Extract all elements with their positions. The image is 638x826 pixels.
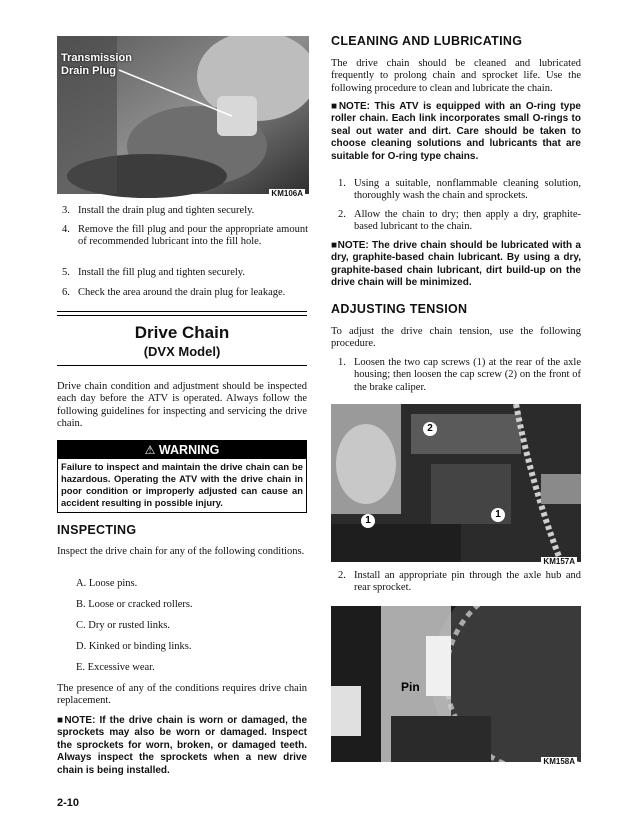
photo-label-line1: Transmission bbox=[61, 52, 132, 64]
transmission-drain-plug-photo bbox=[57, 36, 309, 200]
adjust-step-2: 2. Install an appropriate pin through the axle hub and rear sprocket. bbox=[338, 570, 581, 594]
warning-header bbox=[58, 441, 306, 459]
warning-icon: ⚠ bbox=[144, 443, 156, 457]
figure-code: KM158A bbox=[543, 757, 575, 766]
clean-step-1: 1. Using a suitable, nonflammable cleaning solution, thoroughly wash the chain and sprockets. bbox=[338, 178, 581, 202]
warning-text: Failure to inspect and maintain the drive chain can be hazardous. Operating the ATV with the drive chain in poor condition or improperly adjusted can cause an accident resulting in possible injury. bbox=[61, 461, 303, 509]
condition-b: B. Loose or cracked rollers. bbox=[76, 599, 193, 610]
section-rule-top bbox=[57, 311, 307, 316]
condition-e: E. Excessive wear. bbox=[76, 662, 155, 673]
photo-illustration bbox=[331, 404, 581, 562]
pin-label: Pin bbox=[401, 680, 420, 694]
axle-pin-photo bbox=[331, 606, 581, 768]
adjusting-heading: ADJUSTING TENSION bbox=[331, 302, 468, 316]
photo-illustration bbox=[331, 606, 581, 762]
lubricant-note: ■NOTE: The drive chain should be lubricated with a dry, graphite-based chain lubricant. By using a dry, graphite-based chain lubricant, dirt build-up on the drive chain will be minimized. bbox=[331, 240, 581, 289]
condition-c: C. Dry or rusted links. bbox=[76, 620, 170, 631]
callout-2: 2 bbox=[423, 422, 437, 436]
figure-code: KM106A bbox=[271, 189, 303, 198]
callout-1-left: 1 bbox=[361, 514, 375, 528]
step-4: 4. Remove the fill plug and pour the appropriate amount of recommended lubricant into the fill hole. bbox=[62, 224, 308, 248]
figure-code: KM157A bbox=[543, 557, 575, 566]
sprocket-note: ■NOTE: If the drive chain is worn or damaged, the sprockets may also be worn or damaged. Inspect the sprockets for worn, broken, or damaged teeth. Always inspect the sprockets when a new drive chain is being installed. bbox=[57, 715, 307, 776]
photo-label-line2: Drain Plug bbox=[61, 65, 117, 77]
step-6: 6. Check the area around the drain plug for leakage. bbox=[62, 287, 286, 298]
intro-paragraph: Drive chain condition and adjustment should be inspected each day before the ATV is operated. Always follow the following guidelines for inspecting and servicing the drive chain. bbox=[57, 381, 307, 430]
section-rule-bottom bbox=[57, 365, 307, 366]
section-subtitle: (DVX Model) bbox=[143, 344, 221, 359]
step-5: 5. Install the fill plug and tighten securely. bbox=[62, 267, 245, 278]
condition-a: A. Loose pins. bbox=[76, 578, 138, 589]
warning-title: WARNING bbox=[158, 443, 220, 457]
adjust-intro: To adjust the drive chain tension, use the following procedure. bbox=[331, 326, 581, 350]
inspect-intro: Inspect the drive chain for any of the following conditions. bbox=[57, 546, 305, 557]
presence-paragraph: The presence of any of the conditions requires drive chain replacement. bbox=[57, 683, 307, 707]
callout-1-right: 1 bbox=[491, 508, 505, 522]
inspecting-heading: INSPECTING bbox=[57, 523, 137, 537]
oring-note: ■NOTE: This ATV is equipped with an O-ring type roller chain. Each link incorporates small O-rings to seal out water and dirt. Care should be taken to choose cleaning solutions and lubricants that are suitable for O-ring type chains. bbox=[331, 101, 581, 162]
axle-housing-photo bbox=[331, 404, 581, 568]
section-title: Drive Chain bbox=[134, 323, 230, 342]
cleaning-heading: CLEANING AND LUBRICATING bbox=[331, 34, 523, 48]
page-number: 2-10 bbox=[57, 797, 80, 809]
warning-box bbox=[57, 440, 307, 513]
condition-d: D. Kinked or binding links. bbox=[76, 641, 192, 652]
adjust-step-1: 1. Loosen the two cap screws (1) at the rear of the axle housing; then loosen the cap screw (2) on the front of the brake caliper. bbox=[338, 357, 581, 393]
photo-label bbox=[61, 52, 132, 78]
clean-step-2: 2. Allow the chain to dry; then apply a dry, graphite-based lubricant to the chain. bbox=[338, 209, 581, 233]
step-3: 3. Install the drain plug and tighten securely. bbox=[62, 205, 255, 216]
cleaning-intro: The drive chain should be cleaned and lubricated frequently to prolong chain and sprocket life. Use the following procedure to clean and lubricate the chain. bbox=[331, 58, 581, 94]
